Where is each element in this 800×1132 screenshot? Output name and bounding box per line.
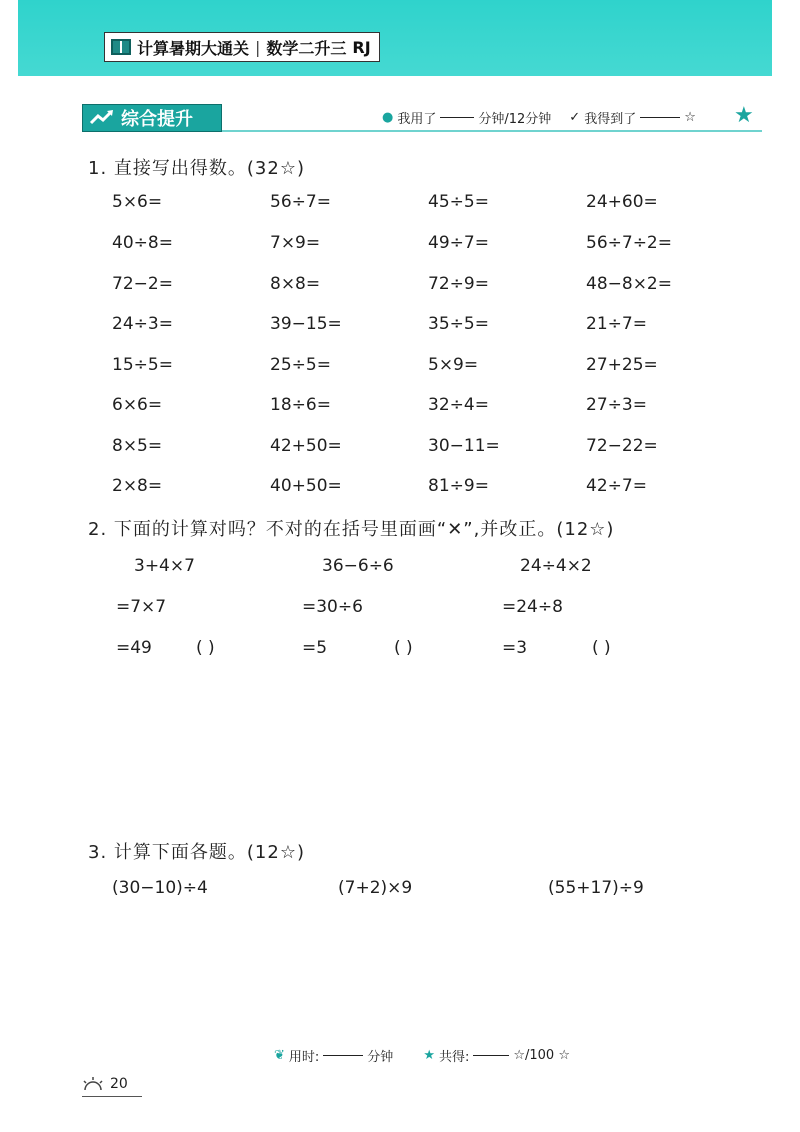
- q1-cell: 15÷5=: [112, 355, 173, 375]
- q2-step: =3: [502, 638, 528, 658]
- page-number-rule: [82, 1096, 142, 1097]
- q1-cell: 40+50=: [270, 476, 342, 496]
- q1-cell: 48−8×2=: [586, 274, 672, 294]
- q2-step: =24÷8: [502, 597, 563, 617]
- q1-title: 1. 直接写出得数。(32☆): [88, 158, 305, 179]
- q1-row: [112, 274, 752, 298]
- q2-expression: 36−6÷6: [322, 556, 394, 576]
- q2-step: =7×7: [116, 597, 167, 617]
- header-banner: [18, 0, 772, 76]
- q1-cell: 56÷7=: [270, 192, 331, 212]
- q1-cell: 24÷3=: [112, 314, 173, 334]
- q1-row: [112, 476, 752, 500]
- book-title: 计算暑期大通关: [137, 38, 250, 58]
- q1-cell: 35÷5=: [428, 314, 489, 334]
- score-suffix: ☆: [684, 110, 696, 125]
- q2-answer-bracket[interactable]: ( ): [196, 638, 215, 658]
- q2-title: 2. 下面的计算对吗？不对的在括号里面画“✕”,并改正。(12☆): [88, 519, 615, 540]
- section-title-text: 综合提升: [121, 109, 193, 130]
- trend-up-icon: [89, 109, 115, 127]
- q1-row: [112, 436, 752, 460]
- time-blank[interactable]: [440, 117, 474, 118]
- section-underline: [222, 130, 762, 132]
- section-meta: [382, 108, 696, 127]
- book-icon: [111, 39, 131, 55]
- q1-row: [112, 314, 752, 338]
- q1-cell: 25÷5=: [270, 355, 331, 375]
- edition-label: RJ: [352, 37, 371, 57]
- q1-row: [112, 355, 752, 379]
- q1-cell: 45÷5=: [428, 192, 489, 212]
- book-title-label: [104, 32, 380, 62]
- q1-cell: 81÷9=: [428, 476, 489, 496]
- q2-answer-bracket[interactable]: ( ): [394, 638, 413, 658]
- star-icon: ★: [423, 1048, 435, 1063]
- q1-cell: 42÷7=: [586, 476, 647, 496]
- q2-expression: 24÷4×2: [520, 556, 592, 576]
- q1-cell: 40÷8=: [112, 233, 173, 253]
- q2-step: =30÷6: [302, 597, 363, 617]
- time-prefix: 我用了: [397, 112, 437, 127]
- check-icon: ✓: [569, 110, 581, 125]
- sun-icon: [82, 1077, 104, 1091]
- score-prefix: 我得到了: [584, 112, 637, 127]
- page-number-block: [82, 1076, 128, 1092]
- footer-time-blank[interactable]: [323, 1055, 363, 1056]
- q1-cell: 27÷3=: [586, 395, 647, 415]
- q3-problem: (30−10)÷4: [112, 878, 208, 898]
- q1-cell: 42+50=: [270, 436, 342, 456]
- footer-score-label: 共得:: [438, 1050, 470, 1065]
- q1-cell: 21÷7=: [586, 314, 647, 334]
- q3-problem: (7+2)×9: [338, 878, 413, 898]
- q2-step: =49: [116, 638, 152, 658]
- footer-time-label: 用时:: [288, 1050, 320, 1065]
- q1-cell: 56÷7÷2=: [586, 233, 672, 253]
- footer-summary: [274, 1046, 570, 1065]
- q1-cell: 8×5=: [112, 436, 163, 456]
- q1-cell: 2×8=: [112, 476, 163, 496]
- q1-cell: 6×6=: [112, 395, 163, 415]
- time-suffix: 分钟/12分钟: [478, 112, 552, 127]
- drop-icon: ●: [382, 110, 394, 125]
- q1-cell: 49÷7=: [428, 233, 489, 253]
- score-blank[interactable]: [640, 117, 680, 118]
- q1-cell: 7×9=: [270, 233, 321, 253]
- q1-cell: 30−11=: [428, 436, 500, 456]
- footer-score-blank[interactable]: [473, 1055, 509, 1056]
- q2-step: =5: [302, 638, 328, 658]
- q1-cell: 18÷6=: [270, 395, 331, 415]
- q1-cell: 24+60=: [586, 192, 658, 212]
- section-title: [82, 104, 222, 132]
- q2-expression: 3+4×7: [134, 556, 195, 576]
- q1-cell: 39−15=: [270, 314, 342, 334]
- leaf-icon: ❦: [274, 1048, 285, 1063]
- q1-row: [112, 395, 752, 419]
- q1-row: [112, 233, 752, 257]
- q1-cell: 5×6=: [112, 192, 163, 212]
- q1-cell: 5×9=: [428, 355, 479, 375]
- q1-row: [112, 192, 752, 216]
- q2-answer-bracket[interactable]: ( ): [592, 638, 611, 658]
- grade-label: 数学二升三: [266, 38, 347, 58]
- q1-cell: 72÷9=: [428, 274, 489, 294]
- star-badge-icon: ★: [734, 103, 754, 128]
- q3-title: 3. 计算下面各题。(12☆): [88, 842, 305, 863]
- footer-score-suffix: ☆/100 ☆: [513, 1048, 570, 1063]
- footer-time-unit: 分钟: [367, 1050, 394, 1065]
- q1-cell: 72−22=: [586, 436, 658, 456]
- title-separator: |: [255, 37, 261, 57]
- page-number: 20: [110, 1076, 128, 1092]
- q1-cell: 72−2=: [112, 274, 173, 294]
- q1-cell: 27+25=: [586, 355, 658, 375]
- section-bar: [82, 104, 762, 134]
- q3-problem: (55+17)÷9: [548, 878, 644, 898]
- q1-cell: 8×8=: [270, 274, 321, 294]
- q1-cell: 32÷4=: [428, 395, 489, 415]
